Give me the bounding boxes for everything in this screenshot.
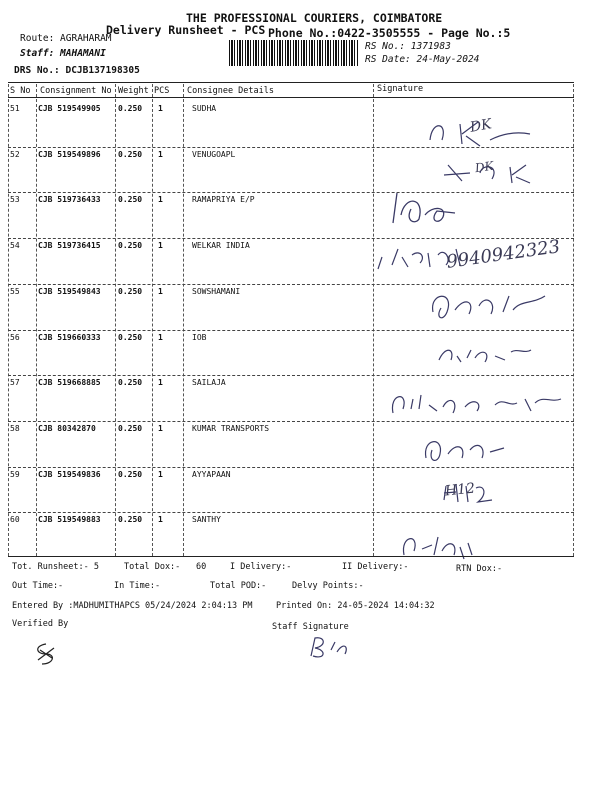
table-header-rule: [8, 97, 574, 98]
row-weight: 0.250: [118, 149, 143, 159]
row-consignee: RAMAPRIYA E/P: [192, 195, 255, 205]
col-signature: Signature: [377, 84, 424, 94]
col-sno: S No: [10, 86, 31, 96]
row-consignee: SAILAJA: [192, 378, 226, 388]
tot-runsheet: Tot. Runsheet:- 5: [12, 562, 99, 572]
barcode: [229, 40, 359, 66]
rtn-dox: RTN Dox:-: [456, 564, 503, 574]
row-sno: 60: [10, 515, 20, 525]
row-consignment-no: CJB 519549843: [38, 286, 101, 296]
row-divider: [8, 467, 574, 468]
row-consignee: SANTHY: [192, 515, 221, 525]
signature-phone-54: 9940942323: [445, 236, 562, 273]
row-weight: 0.250: [118, 469, 143, 479]
row-weight: 0.250: [118, 195, 143, 205]
drs-number: DRS No.: DCJB137198305: [14, 65, 140, 76]
row-consignee: SOWSHAMANI: [192, 286, 241, 296]
rs-date: RS Date: 24-May-2024: [365, 54, 480, 65]
staff-signature-label: Staff Signature: [272, 622, 349, 632]
table-bottom-rule: [8, 556, 574, 557]
out-time: Out Time:-: [12, 581, 64, 591]
signature-scribble-56: [435, 338, 535, 368]
signature-scribble-52: [440, 155, 560, 185]
signature-text-row-1: DK: [474, 158, 495, 176]
row-sno: 52: [10, 149, 20, 159]
row-sno: 58: [10, 423, 20, 433]
signature-text-row-8: H12: [444, 480, 476, 500]
row-sno: 59: [10, 469, 20, 479]
row-pcs: 1: [158, 195, 163, 205]
total-pod: Total POD:-: [210, 581, 267, 591]
row-consignee: SUDHA: [192, 104, 217, 113]
row-consignment-no: CJB 80342870: [38, 423, 96, 433]
runsheet-title: Delivery Runsheet - PCS: [106, 23, 266, 37]
entered-by: Entered By :MADHUMITHAPCS 05/24/2024 2:04:13 PM: [12, 601, 253, 611]
row-consignee: IOB: [192, 332, 207, 342]
table-row: [8, 195, 574, 241]
staff-signature-scribble: [305, 632, 355, 662]
col-pcs: PCS: [154, 86, 170, 96]
row-consignment-no: CJB 519668885: [38, 378, 101, 388]
row-weight: 0.250: [118, 515, 143, 525]
table-row: [8, 515, 574, 561]
total-dox-label: Total Dox:-: [124, 562, 181, 572]
row-sno: 53: [10, 195, 20, 205]
row-pcs: 1: [158, 241, 163, 251]
row-consignee: WELKAR INDIA: [192, 241, 250, 251]
row-divider: [8, 192, 574, 193]
i-delivery: I Delivery:-: [230, 562, 292, 572]
signature-scribble-57: [385, 385, 565, 420]
row-consignee: VENUGOAPL: [192, 149, 236, 159]
company-title: THE PROFESSIONAL COURIERS, COIMBATORE: [186, 11, 443, 25]
ii-delivery: II Delivery:-: [342, 562, 409, 572]
row-consignment-no: CJB 519736415: [38, 241, 101, 251]
row-pcs: 1: [158, 469, 163, 479]
row-consignment-no: CJB 519736433: [38, 195, 101, 205]
in-time: In Time:-: [114, 581, 161, 591]
row-pcs: 1: [158, 378, 163, 388]
row-consignment-no: CJB 519549883: [38, 515, 101, 525]
row-divider: [8, 238, 574, 239]
row-divider: [8, 512, 574, 513]
row-weight: 0.250: [118, 378, 143, 388]
row-pcs: 1: [158, 515, 163, 525]
row-sno: 51: [10, 104, 20, 113]
row-pcs: 1: [158, 332, 163, 342]
row-weight: 0.250: [118, 423, 143, 433]
row-pcs: 1: [158, 104, 163, 113]
row-pcs: 1: [158, 149, 163, 159]
row-pcs: 1: [158, 286, 163, 296]
row-consignment-no: CJB 519549905: [38, 104, 101, 113]
row-divider: [8, 330, 574, 331]
row-divider: [8, 375, 574, 376]
route-label: Route: AGRAHARAM: [20, 33, 112, 44]
row-sno: 57: [10, 378, 20, 388]
col-consignee: Consignee Details: [187, 86, 274, 96]
signature-scribble-53: [385, 185, 475, 230]
signature-text-row-0: DK: [468, 116, 493, 136]
table-top-rule: [8, 82, 574, 83]
row-consignment-no: CJB 519549896: [38, 149, 101, 159]
col-weight: Weight: [118, 86, 149, 96]
staff-label: Staff: MAHAMANI: [20, 48, 106, 59]
col-consignment: Consignment No: [40, 86, 112, 96]
phone-page: Phone No.:0422-3505555 - Page No.:5: [268, 26, 511, 40]
row-consignee: KUMAR TRANSPORTS: [192, 423, 270, 433]
row-consignment-no: CJB 519660333: [38, 332, 101, 342]
verifier-signature: [30, 640, 60, 670]
row-divider: [8, 421, 574, 422]
row-weight: 0.250: [118, 241, 143, 251]
row-sno: 56: [10, 332, 20, 342]
signature-scribble-58: [420, 428, 510, 466]
signature-scribble-55: [425, 282, 555, 327]
row-weight: 0.250: [118, 286, 143, 296]
rs-number: RS No.: 1371983: [365, 41, 451, 52]
row-sno: 54: [10, 241, 20, 251]
total-dox-value: 60: [196, 562, 207, 572]
row-pcs: 1: [158, 423, 163, 433]
row-consignee: AYYAPAAN: [192, 469, 231, 479]
printed-on: Printed On: 24-05-2024 14:04:32: [276, 601, 435, 611]
row-consignment-no: CJB 519549836: [38, 469, 101, 479]
row-weight: 0.250: [118, 332, 143, 342]
delvy-points: Delvy Points:-: [292, 581, 364, 591]
row-sno: 55: [10, 286, 20, 296]
row-weight: 0.250: [118, 104, 143, 113]
verified-by: Verified By: [12, 619, 69, 629]
